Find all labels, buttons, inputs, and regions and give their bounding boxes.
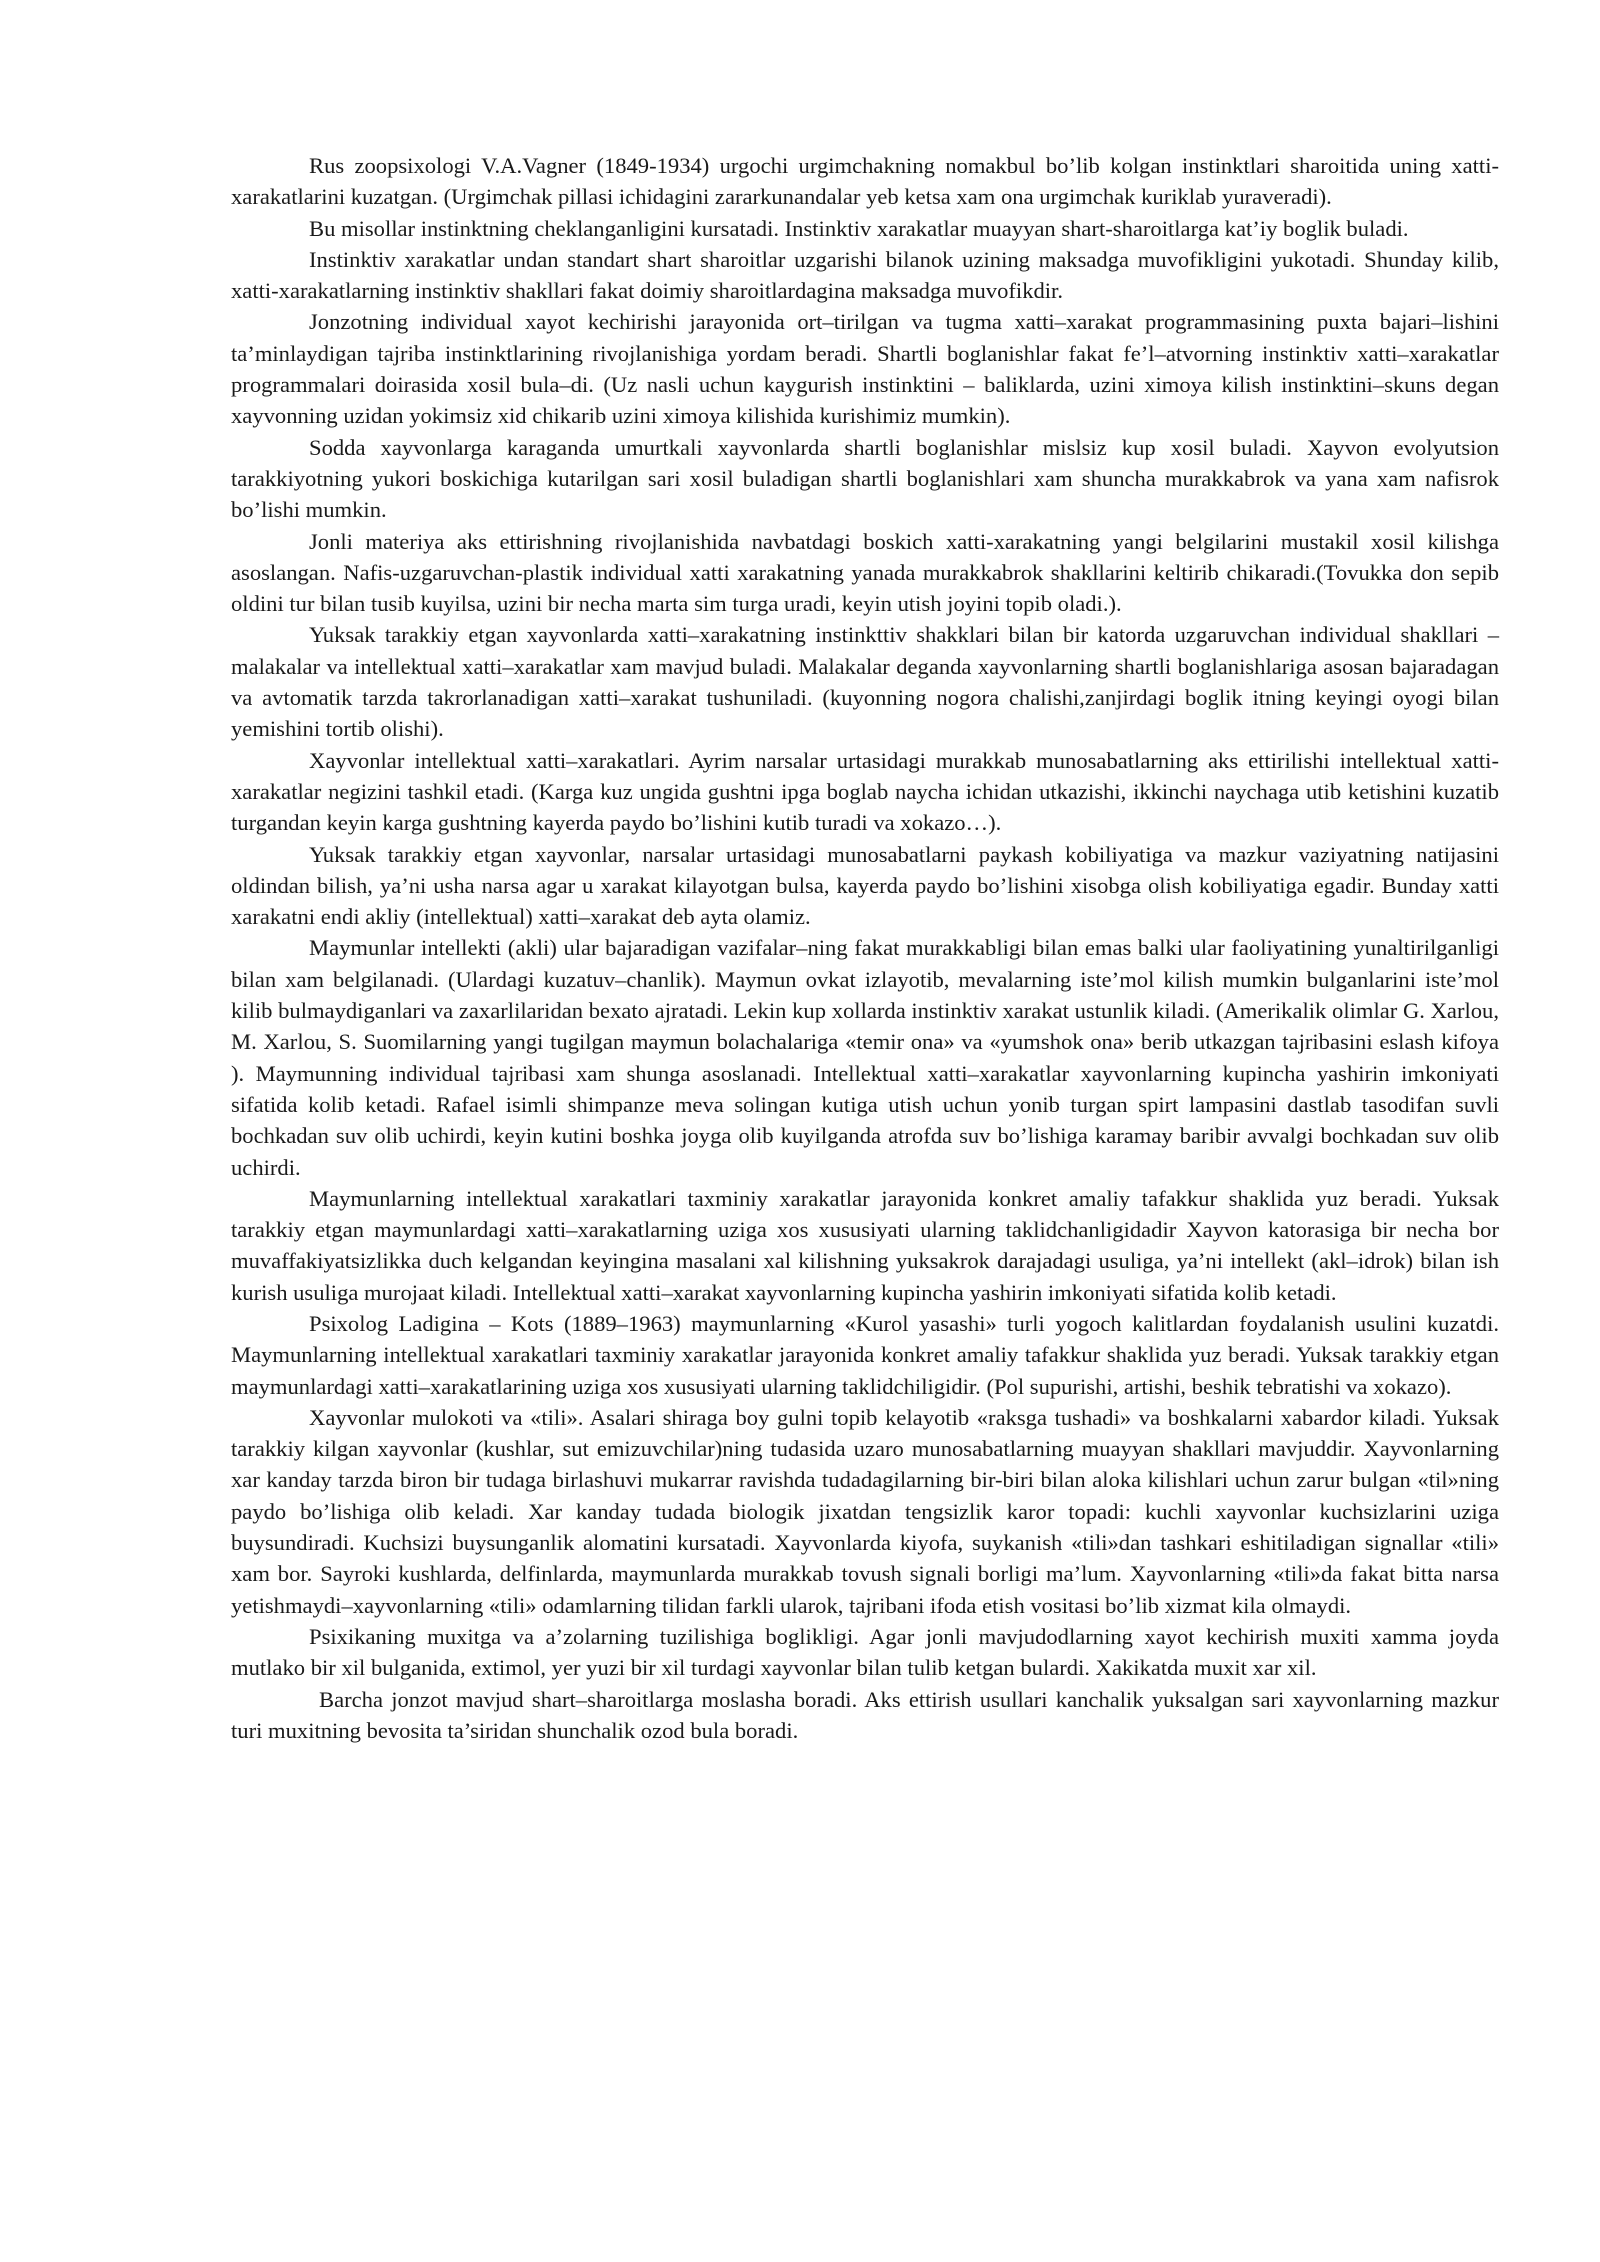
document-page bbox=[231, 150, 1499, 1746]
paragraph-individual-experience: Jonzotning individual xayot kechirishi jarayonida ort–tirilgan va tugma xatti–xarakat programmasining puxta bajari–lishini ta’minlaydigan tajriba instinktlarining rivojlanishiga yordam beradi. Shartli boglanishlar fakat fe’l–atvorning instinktiv xatti–xarakatlar programmalari doirasida xosil bula–di. (Uz nasli uchun kaygurish instinktini – baliklarda, uzini ximoya kilish instinktini–skuns degan xayvonning uzidan yokimsiz xid chikarib uzini ximoya kilishida kurishimiz mumkin). bbox=[231, 309, 1499, 429]
paragraph-instinct-limits: Bu misollar instinktning cheklanganligini kursatadi. Instinktiv xarakatlar muayyan shart-sharoitlarga kat’iy boglik buladi. bbox=[309, 215, 1409, 241]
paragraph-monkey-actions: Maymunlarning intellektual xarakatlari taxminiy xarakatlar jarayonida konkret amaliy tafakkur shaklida yuz beradi. Yuksak tarakkiy etgan maymunlardagi xatti–xarakatlarning uziga xos xususiyati ularning taklidchanligidadir Xayvon katorasiga bir necha bor muvaffakiyatsizlikka duch kelgandan keyingina masalani xal kilishning yuksakrok darajadagi usuliga, ya’ni intellekt (akl–idrok) bilan ish kurish usuliga murojaat kiladi. Intellektual xatti–xarakat xayvonlarning kupincha yashirin imkoniyati sifatida kolib ketadi. bbox=[231, 1185, 1499, 1305]
paragraph-living-matter: Jonli materiya aks ettirishning rivojlanishida navbatdagi boskich xatti-xarakatning yangi belgilarini mustakil xosil kilishga asoslangan. Nafis-uzgaruvchan-plastik individual xatti xarakatning yanada murakkabrok shakllarini keltirib chikaradi.(Tovukka don sepib oldini tur bilan tusib kuyilsa, uzini bir necha marta sim turga uradi, keyin utish joyini topib oladi.). bbox=[231, 528, 1499, 617]
paragraph-adaptation: Barcha jonzot mavjud shart–sharoitlarga moslasha boradi. Aks ettirish usullari kanchalik yuksalgan sari xayvonlarning mazkur turi muxitning bevosita ta’siridan shunchalik ozod bula boradi. bbox=[231, 1686, 1499, 1743]
paragraph-monkey-intellect: Maymunlar intellekti (akli) ular bajaradigan vazifalar–ning fakat murakkabligi bilan emas balki ular faoliyatining yunaltirilganligi bilan xam belgilanadi. (Ulardagi kuzatuv–chanlik). Maymun ovkat izlayotib, mevalarning iste’mol kilish mumkin bulganlarini iste’mol kilib bulmaydiganlari va zaxarlilaridan bexato ajratadi. Lekin kup xollarda instinktiv xarakat ustunlik kiladi. (Amerikalik olimlar G. Xarlou, M. Xarlou, S. Suomilarning yangi tugilgan maymun bolachalariga «temir ona» va «yumshok ona» berib utkazgan tajribasini eslash kifoya ). Maymunning individual tajribasi xam shunga asoslanadi. Intellektual xatti–xarakatlar xayvonlarning kupincha yashirin imkoniyati sifatida kolib ketadi. Rafael isimli shimpanze meva solingan kutiga utish uchun yonib turgan spirt lampasini dastlab tasodifan suvli bochkadan suv olib uchirdi, keyin kutini boshka joyga olib kuyilganda atrofda suv bo’lishiga karamay baribir avvalgi bochkadan suv olib uchirdi. bbox=[231, 935, 1499, 1180]
paragraph-instinct-conditions: Instinktiv xarakatlar undan standart shart sharoitlar uzgarishi bilanok uzining maksadga muvofikligini yukotadi. Shunday kilib, xatti-xarakatlarning instinktiv shakllari fakat doimiy sharoitlardagina maksadga muvofikdir. bbox=[231, 246, 1499, 304]
paragraph-skills: Yuksak tarakkiy etgan xayvonlarda xatti–xarakatning instinkttiv shakklari bilan bir katorda uzgaruvchan individual shakllari – malakalar va intellektual xatti–xarakatlar xam mavjud buladi. Malakalar deganda xayvonlarning shartli boglanishlariga asosan bajaradagan va avtomatik tarzda takrorlanadigan xatti–xarakat tushuniladi. (kuyonning nogora chalishi,zanjirdagi boglik itning keyingi oyogi bilan yemishini tortib olishi). bbox=[231, 622, 1499, 742]
paragraph-intellectual-behavior: Xayvonlar intellektual xatti–xarakatlari. Ayrim narsalar urtasidagi murakkab munosabatlarning aks ettirilishi intellektual xatti-xarakatlar negizini tashkil etadi. (Karga kuz ungida gushtni ipga boglab naycha ichidan utkazishi, ikkinchi naychaga utib ketishini kuzatib turgandan keyin karga gushtning kayerda paydo bo’lishini kutib turadi va xokazo…). bbox=[231, 747, 1499, 836]
paragraph-vertebrates: Sodda xayvonlarga karaganda umurtkali xayvonlarda shartli boglanishlar mislsiz kup xosil buladi. Xayvon evolyutsion tarakkiyotning yukori boskichiga kutarilgan sari xosil buladigan shartli boglanishlari xam shuncha murakkabrok va yana xam nafisrok bo’lishi mumkin. bbox=[231, 434, 1499, 523]
paragraph-animal-language: Xayvonlar mulokoti va «tili». Asalari shiraga boy gulni topib kelayotib «raksga tushadi» va boshkalarni xabardor kiladi. Yuksak tarakkiy kilgan xayvonlar (kushlar, sut emizuvchilar)ning tudasida uzaro munosabatlarning muayyan shakllari mavjuddir. Xayvonlarning xar kanday tarzda biron bir tudaga birlashuvi mukarrar ravishda tudadagilarning bir-biri bilan aloka kilishlari uchun zarur bulgan «til»ning paydo bo’lishiga olib keladi. Xar kanday tudada biologik jixatdan tengsizlik karor topadi: kuchli xayvonlar kuchsizlarini uziga buysundiradi. Kuchsizi buysunganlik alomatini kursatadi. Xayvonlarda kiyofa, suykanish «tili»dan tashkari eshitiladigan signallar «tili» xam bor. Sayroki kushlarda, delfinlarda, maymunlarda murakkab tovush signali borligi ma’lum. Xayvonlarning «tili»da fakat bitta narsa yetishmaydi–xayvonlarning «tili» odamlarning tilidan farkli ularok, tajribani ifoda etish vositasi bo’lib xizmat kila olmaydi. bbox=[231, 1404, 1499, 1618]
paragraph-environment: Psixikaning muxitga va a’zolarning tuzilishiga boglikligi. Agar jonli mavjudodlarning xayot kechirish muxiti xamma joyda mutlako bir xil bulganida, extimol, yer yuzi bir xil turdagi xayvonlar bilan tulib ketgan bulardi. Xakikatda muxit xar xil. bbox=[231, 1623, 1499, 1681]
paragraph-vagner: Rus zoopsixologi V.A.Vagner (1849-1934) urgochi urgimchakning nomakbul bo’lib kolgan instinktlari sharoitida uning xatti-xarakatlarini kuzatgan. (Urgimchak pillasi ichidagini zararkunandalar yeb ketsa xam ona urgimchak kuriklab yuraveradi). bbox=[231, 153, 1499, 210]
paragraph-highly-developed: Yuksak tarakkiy etgan xayvonlar, narsalar urtasidagi munosabatlarni paykash kobiliyatiga va mazkur vaziyatning natijasini oldindan bilish, ya’ni usha narsa agar u xarakat kilayotgan bulsa, kayerda paydo bo’lishini xisobga olish kobiliyatiga egadir. Bunday xatti xarakatni endi akliy (intellektual) xatti–xarakat deb ayta olamiz. bbox=[231, 841, 1499, 930]
paragraph-ladigina-kots: Psixolog Ladigina – Kots (1889–1963) maymunlarning «Kurol yasashi» turli yogoch kalitlardan foydalanish usulini kuzatdi. Maymunlarning intellektual xarakatlari taxminiy xarakatlar jarayonida konkret amaliy tafakkur shaklida yuz beradi. Yuksak tarakkiy etgan maymunlardagi xatti–xarakatlarining uziga xos xususiyati ularning taklidchiligidir. (Pol supurishi, artishi, beshik tebratishi va xokazo). bbox=[231, 1310, 1499, 1399]
